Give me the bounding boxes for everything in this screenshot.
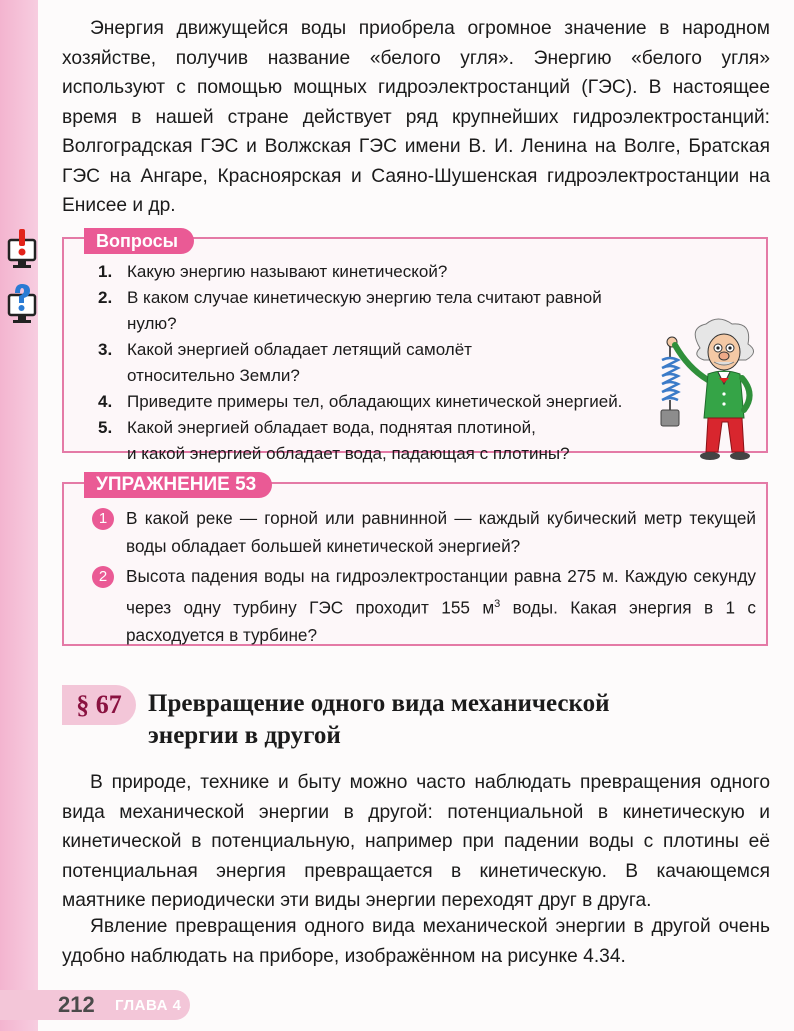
list-item	[98, 259, 652, 285]
exercise-number: 1	[92, 508, 114, 530]
question-text: Приведите примеры тел, обладающих кинетической энергией.	[127, 392, 623, 411]
question-monitor-icon	[7, 283, 37, 327]
question-number: 2.	[98, 288, 113, 307]
question-number: 5.	[98, 418, 113, 437]
question-text: Какой энергией обладает летящий самолёт относительно Земли?	[127, 340, 472, 385]
left-margin-band	[0, 0, 38, 1031]
scientist-with-spring-illustration	[648, 318, 768, 460]
questions-list	[98, 259, 652, 467]
question-number: 3.	[98, 340, 113, 359]
question-text: Какой энергией обладает вода, поднятая плотиной, и какой энергией обладает вода, падающая с плотины?	[127, 418, 570, 463]
exercise-item	[92, 505, 756, 560]
list-item	[98, 337, 652, 389]
section-number-badge: § 67	[62, 685, 136, 725]
list-item	[98, 415, 652, 467]
question-number: 4.	[98, 392, 113, 411]
page-number: 212	[58, 992, 95, 1017]
section-title: Превращение одного вида механической энергии в другой	[148, 690, 610, 749]
chapter-label: ГЛАВА 4	[115, 997, 182, 1014]
list-item	[98, 389, 652, 415]
question-text: Какую энергию называют кинетической?	[127, 262, 448, 281]
exercise-text: Высота падения воды на гидроэлектростанции равна 275 м. Каждую секунду через одну турбину ГЭС проходит 155 $м^3$ воды. Какая энергия в 1 с расходуется в турбине?	[126, 566, 756, 645]
body-paragraph-2: Явление превращения одного вида механической энергии в другой очень удобно наблюдать на приборе, изображённом на рисунке 4.34.	[62, 916, 770, 967]
questions-title: Вопросы	[84, 228, 194, 254]
list-item	[98, 285, 652, 337]
intro-paragraph: Энергия движущейся воды приобрела огромное значение в народном хозяйстве, получив название «белого угля». Энергию «белого угля» используют с помощью мощных гидроэлектростанций (ГЭС). В настоящее время в нашей стране действует ряд крупнейших гидроэлектростанций: Волгоградская ГЭС и Волжская ГЭС имени В. И. Ленина на Волге, Братская ГЭС на Ангаре, Красноярская и Саяно-Шушенская гидроэлектростанции на Енисее и др.	[62, 18, 770, 216]
question-number: 1.	[98, 262, 113, 281]
body-paragraph-1: В природе, технике и быту можно часто наблюдать превращения одного вида механической энергии в другой: потенциальной в кинетическую и кинетической в потенциальную, например при падении воды с плотины её потенциальная энергия превращается в кинетическую. В качающемся маятнике периодически эти виды энергии переходят друг в друга.	[62, 772, 770, 911]
exercise-title: УПРАЖНЕНИЕ 53	[84, 472, 272, 498]
exercise-text: В какой реке — горной или равнинной — каждый кубический метр текущей воды обладает большей кинетической энергией?	[126, 508, 756, 556]
question-text: В каком случае кинетическую энергию тела считают равной нулю?	[127, 288, 602, 333]
exercise-number: 2	[92, 566, 114, 588]
exercise-item	[92, 563, 756, 649]
exclamation-monitor-icon	[7, 228, 37, 272]
